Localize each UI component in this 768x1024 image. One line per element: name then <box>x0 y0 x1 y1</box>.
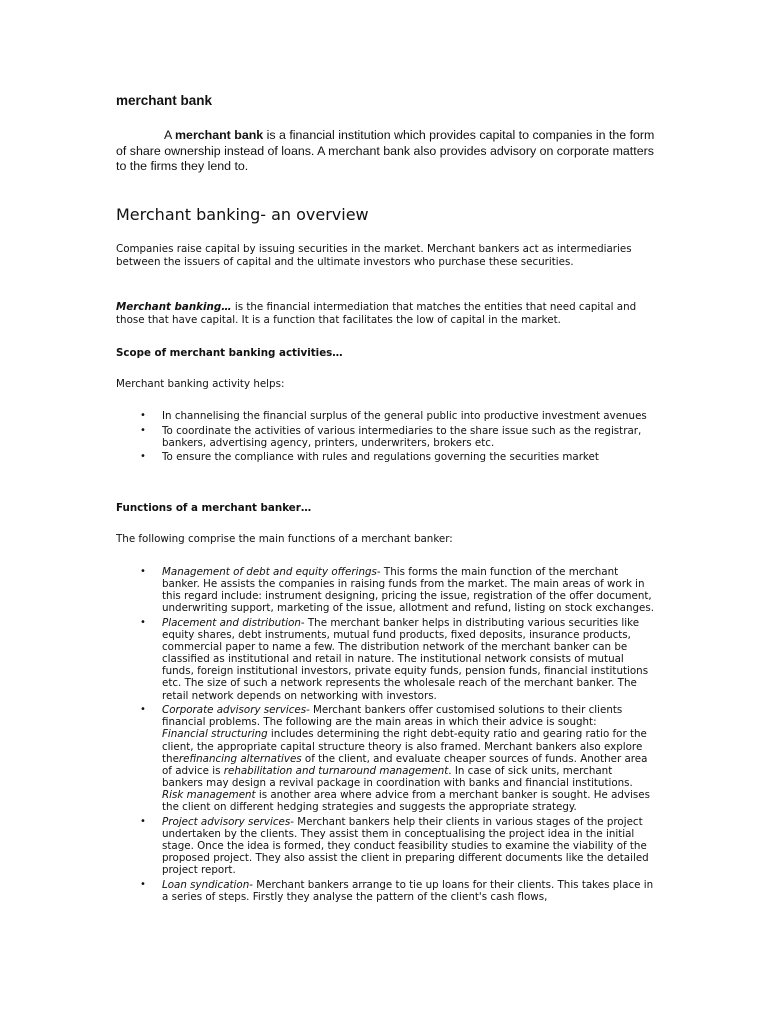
bullet-icon: • <box>140 424 146 436</box>
bullet-icon: • <box>140 878 146 890</box>
advisory-text: . In case of sick units, merchant bankers may design a revival package in coordination with banks and financial institutions. <box>162 764 633 789</box>
scope-item-text: To ensure the compliance with rules and regulations governing the securities market <box>162 451 599 464</box>
advisory-text: is another area where advice from a merchant banker is sought. He advises the client on different hedging strategies and suggests the appropriate strategy. <box>162 788 650 813</box>
bullet-icon: • <box>140 566 146 577</box>
intro-paragraph <box>116 128 661 175</box>
advisory-text: of the client, and evaluate cheaper sources of funds. Another area of advice is <box>162 752 648 777</box>
scope-item-text: In channelising the financial surplus of the general public into productive investment avenues <box>162 410 647 422</box>
intro-rest: is a financial institution which provides capital to companies in the form of share ownership instead of loans. A merchant bank also provides advisory on corporate matters to the firms they lend to. <box>116 128 655 173</box>
function-text: - The merchant banker helps in distributing various securities like equity shares, debt instruments, mutual fund products, fixed deposits, insurance products, commercial paper to name a few. The distribution network of the merchant banker can be classified as institutional and retail in nature. The institutional network consists of mutual funds, foreign institutional investors, private equity funds, pension funds, financial institutions etc. The size of such a network represents the wholesale reach of the merchant banker. The retail network depends on networking with investors. <box>162 616 649 702</box>
list-item <box>116 425 656 449</box>
list-item <box>116 566 656 614</box>
scope-item-text: To coordinate the activities of various intermediaries to the share issue such as the registrar, bankers, advertising agency, printers, underwriters, brokers etc. <box>162 424 642 449</box>
list-item <box>116 879 656 903</box>
function-text: - Merchant bankers offer customised solutions to their clients financial problems. The following are the main areas in which their advice is sought: <box>162 704 623 729</box>
function-term: Corporate advisory services <box>162 704 307 717</box>
list-item <box>116 617 656 702</box>
list-item <box>116 704 656 813</box>
function-text: - This forms the main function of the merchant banker. He assists the companies in raising funds from the market. The main areas of work in this regard include: instrument designing, pricing the issue, registration of the offer document, underwriting support, marketing of the issue, allotment and refund, listing on stock exchanges. <box>162 566 655 615</box>
bullet-icon: • <box>140 815 146 827</box>
function-text: - Merchant bankers help their clients in various stages of the project undertaken by the clients. They assist them in conceptualising the project idea in the initial stage. Once the idea is formed, they conduct feasibility studies to examine the viability of the proposed project. They also assist the client in preparing different documents like the detailed project report. <box>162 815 649 877</box>
overview-paragraph-2 <box>116 301 656 326</box>
intro-lead: A <box>164 128 176 142</box>
list-item <box>116 816 656 876</box>
function-term: Project advisory services <box>162 815 291 828</box>
advisory-term: rehabilitation and turnaround management <box>223 764 449 777</box>
bullet-icon: • <box>140 616 146 628</box>
advisory-text: includes determining the right debt-equity ratio and gearing ratio for the client, the appropriate capital structure theory is also framed. Merchant bankers also explore the <box>162 728 647 765</box>
bullet-icon: • <box>140 704 146 716</box>
scope-lead: Merchant banking activity helps: <box>116 378 285 390</box>
function-term: Management of debt and equity offerings <box>162 566 377 578</box>
advisory-term: refinancing alternatives <box>178 752 302 765</box>
function-term: Placement and distribution <box>162 616 301 629</box>
advisory-term: Risk management <box>162 788 256 801</box>
function-text: - Merchant bankers arrange to tie up loans for their clients. This takes place in a series of steps. Firstly they analyse the pattern of the client's cash flows, <box>162 878 654 903</box>
scope-heading: Scope of merchant banking activities… <box>116 347 343 359</box>
list-item <box>116 410 656 422</box>
overview-paragraph-2-text: is the financial intermediation that matches the entities that need capital and those that have capital. It is a function that facilitates the low of capital in the market. <box>116 301 637 326</box>
advisory-term: Financial structuring <box>162 728 268 741</box>
document-title: merchant bank <box>116 93 213 108</box>
overview-paragraph-1: Companies raise capital by issuing securities in the market. Merchant bankers act as intermediaries between the issuers of capital and the ultimate investors who purchase these securities. <box>116 243 632 268</box>
functions-list <box>116 566 656 906</box>
bullet-icon: • <box>140 410 146 421</box>
scope-list <box>116 410 656 466</box>
overview-term: Merchant banking… <box>116 301 232 313</box>
bullet-icon: • <box>140 451 146 463</box>
functions-lead: The following comprise the main functions of a merchant banker: <box>116 533 453 545</box>
overview-heading: Merchant banking- an overview <box>116 205 369 224</box>
function-term: Loan syndication <box>162 878 250 891</box>
functions-heading: Functions of a merchant banker… <box>116 502 312 514</box>
list-item <box>116 451 656 463</box>
intro-term: merchant bank <box>175 128 264 142</box>
